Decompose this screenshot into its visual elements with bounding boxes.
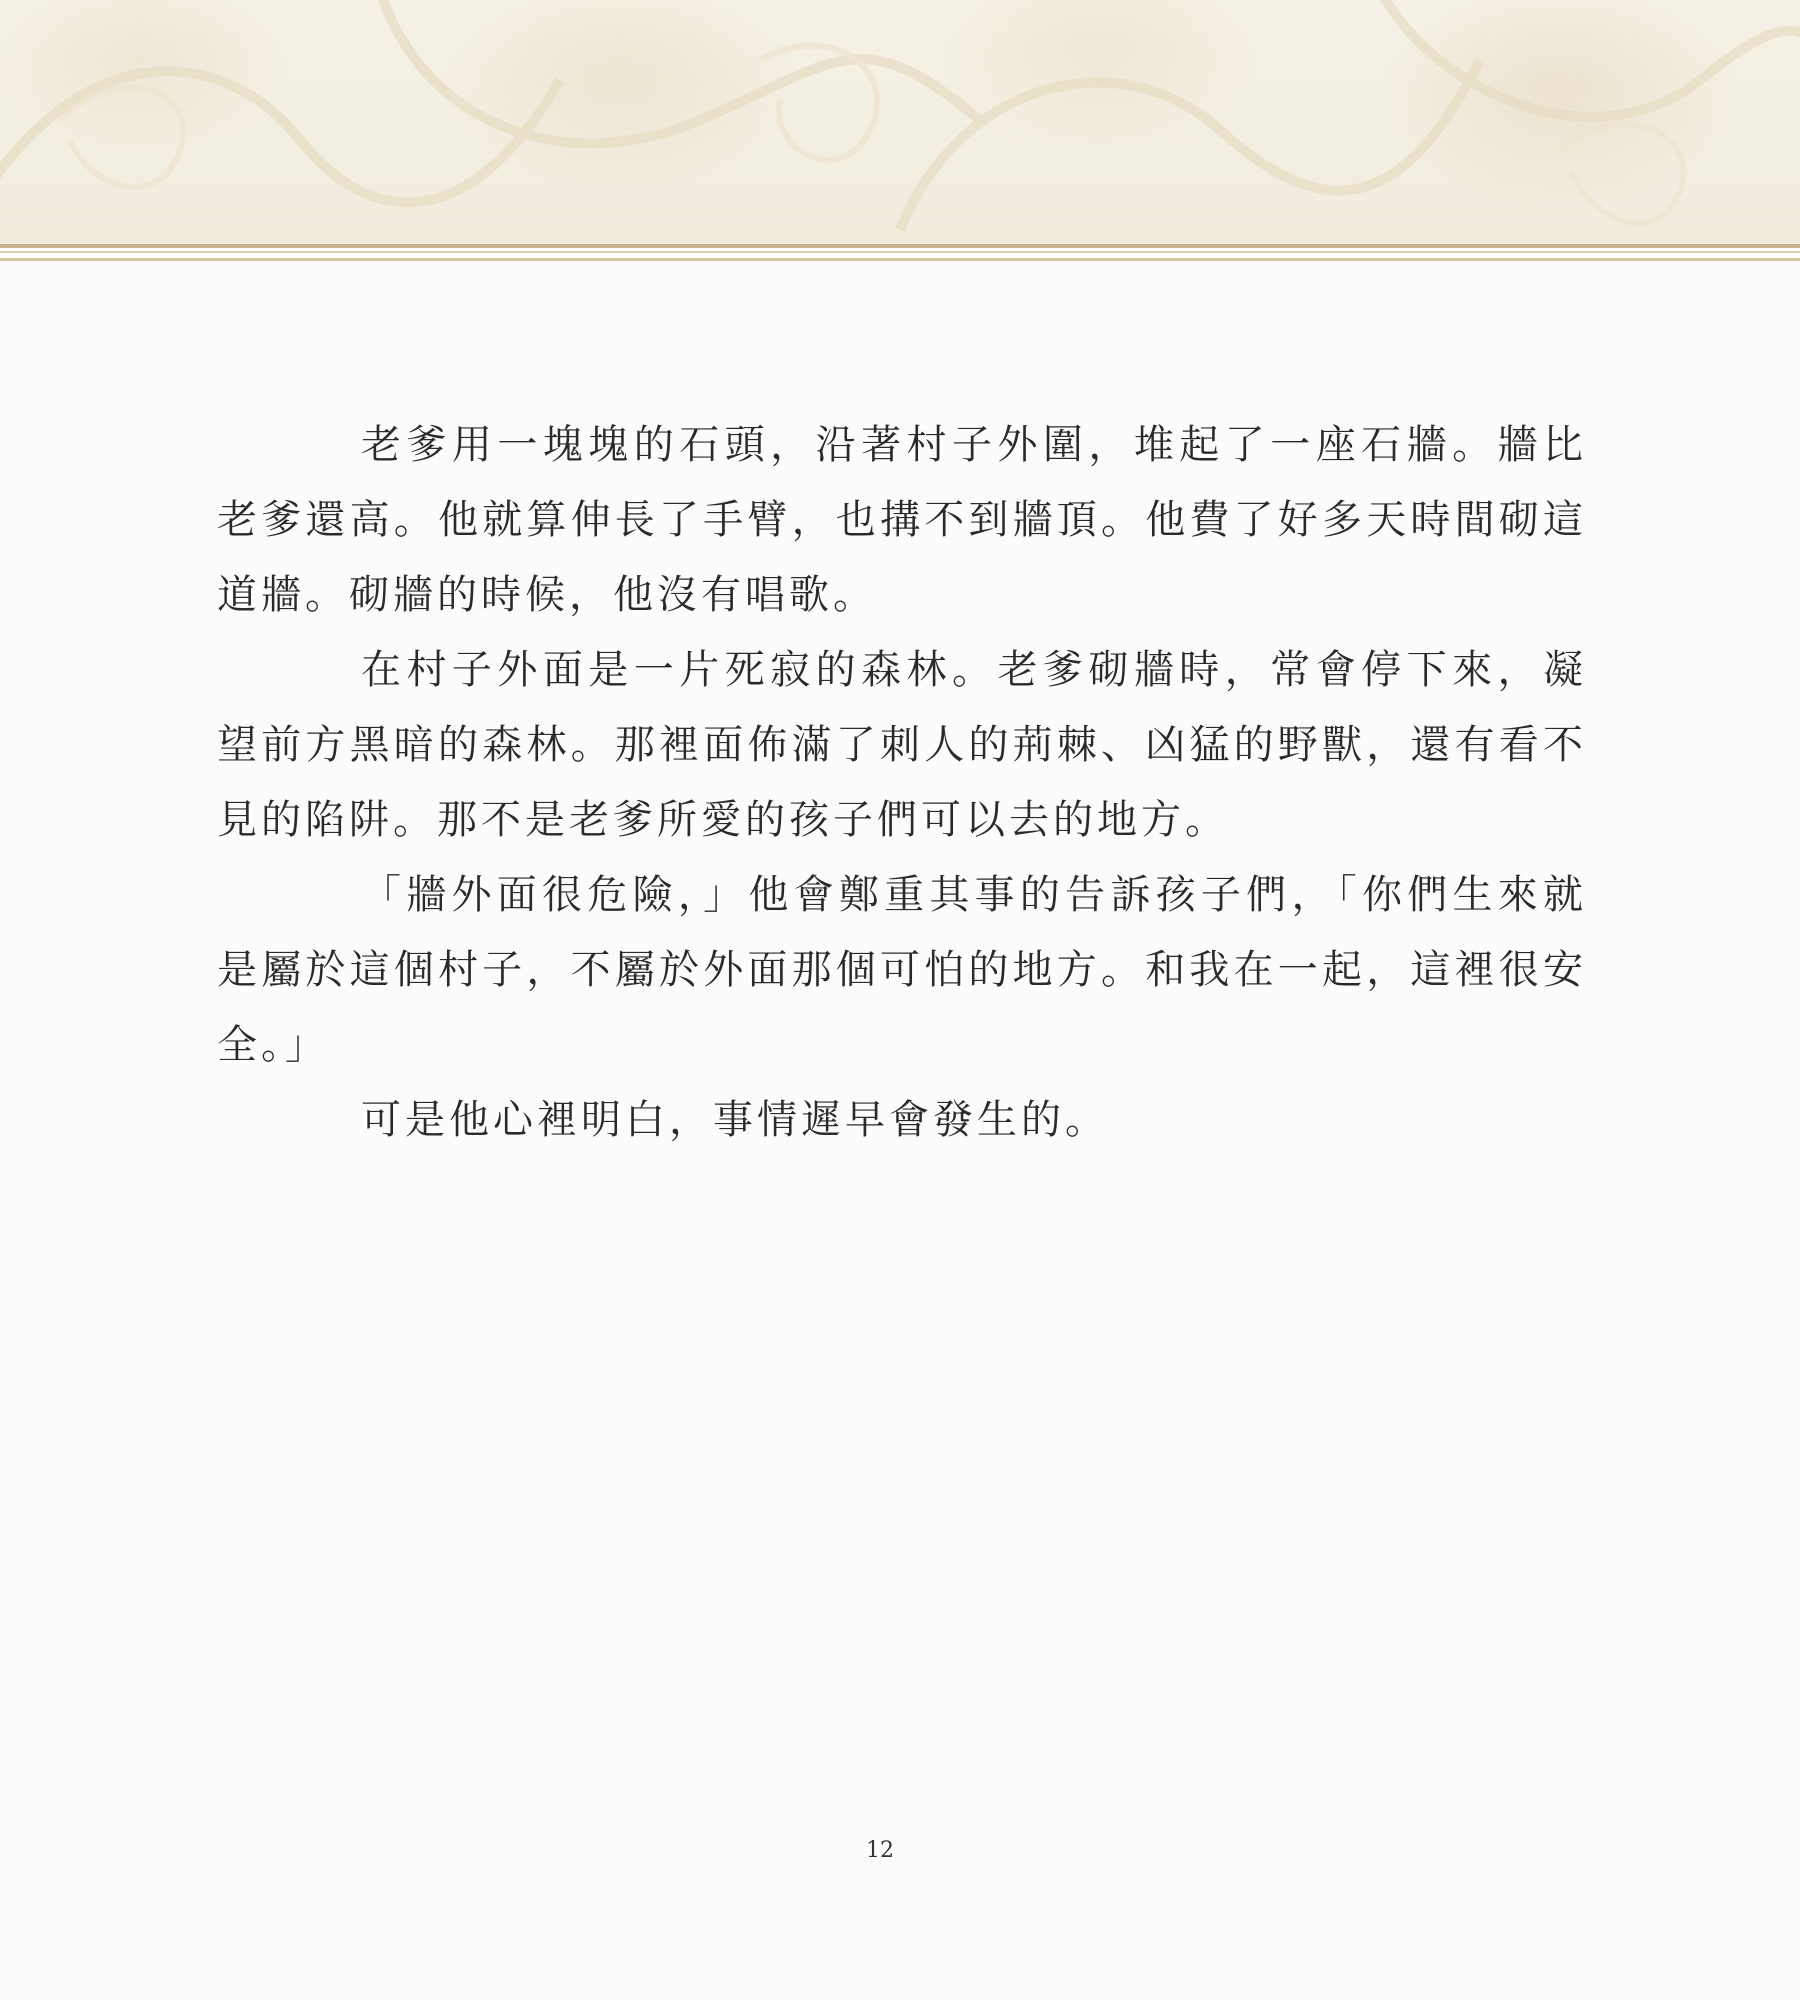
paragraph: 老爹用一塊塊的石頭，沿著村子外圍，堆起了一座石牆。牆比老爹還高。他就算伸長了手臂，也搆不到牆頂。他費了好多天時間砌這道牆。砌牆的時候，他沒有唱歌。 [217,422,1587,618]
header-rule-lower [0,258,1800,261]
page-number: 12 [866,1838,894,1863]
story-text [217,408,1587,1158]
decorative-header-band [0,0,1800,244]
paragraph: 在村子外面是一片死寂的森林。老爹砌牆時，常會停下來，凝望前方黑暗的森林。那裡面佈滿了刺人的荊棘、凶猛的野獸，還有看不見的陷阱。那不是老爹所愛的孩子們可以去的地方。 [217,647,1587,843]
paragraph: 「牆外面很危險，」他會鄭重其事的告訴孩子們，「你們生來就是屬於這個村子，不屬於外面那個可怕的地方。和我在一起，這裡很安全。」 [217,872,1587,1068]
header-rule-thin [0,251,1800,253]
paragraph: 可是他心裡明白，事情遲早會發生的。 [361,1097,1109,1143]
header-rule-thick [0,244,1800,248]
ornament-swirl-icon [0,0,1800,244]
